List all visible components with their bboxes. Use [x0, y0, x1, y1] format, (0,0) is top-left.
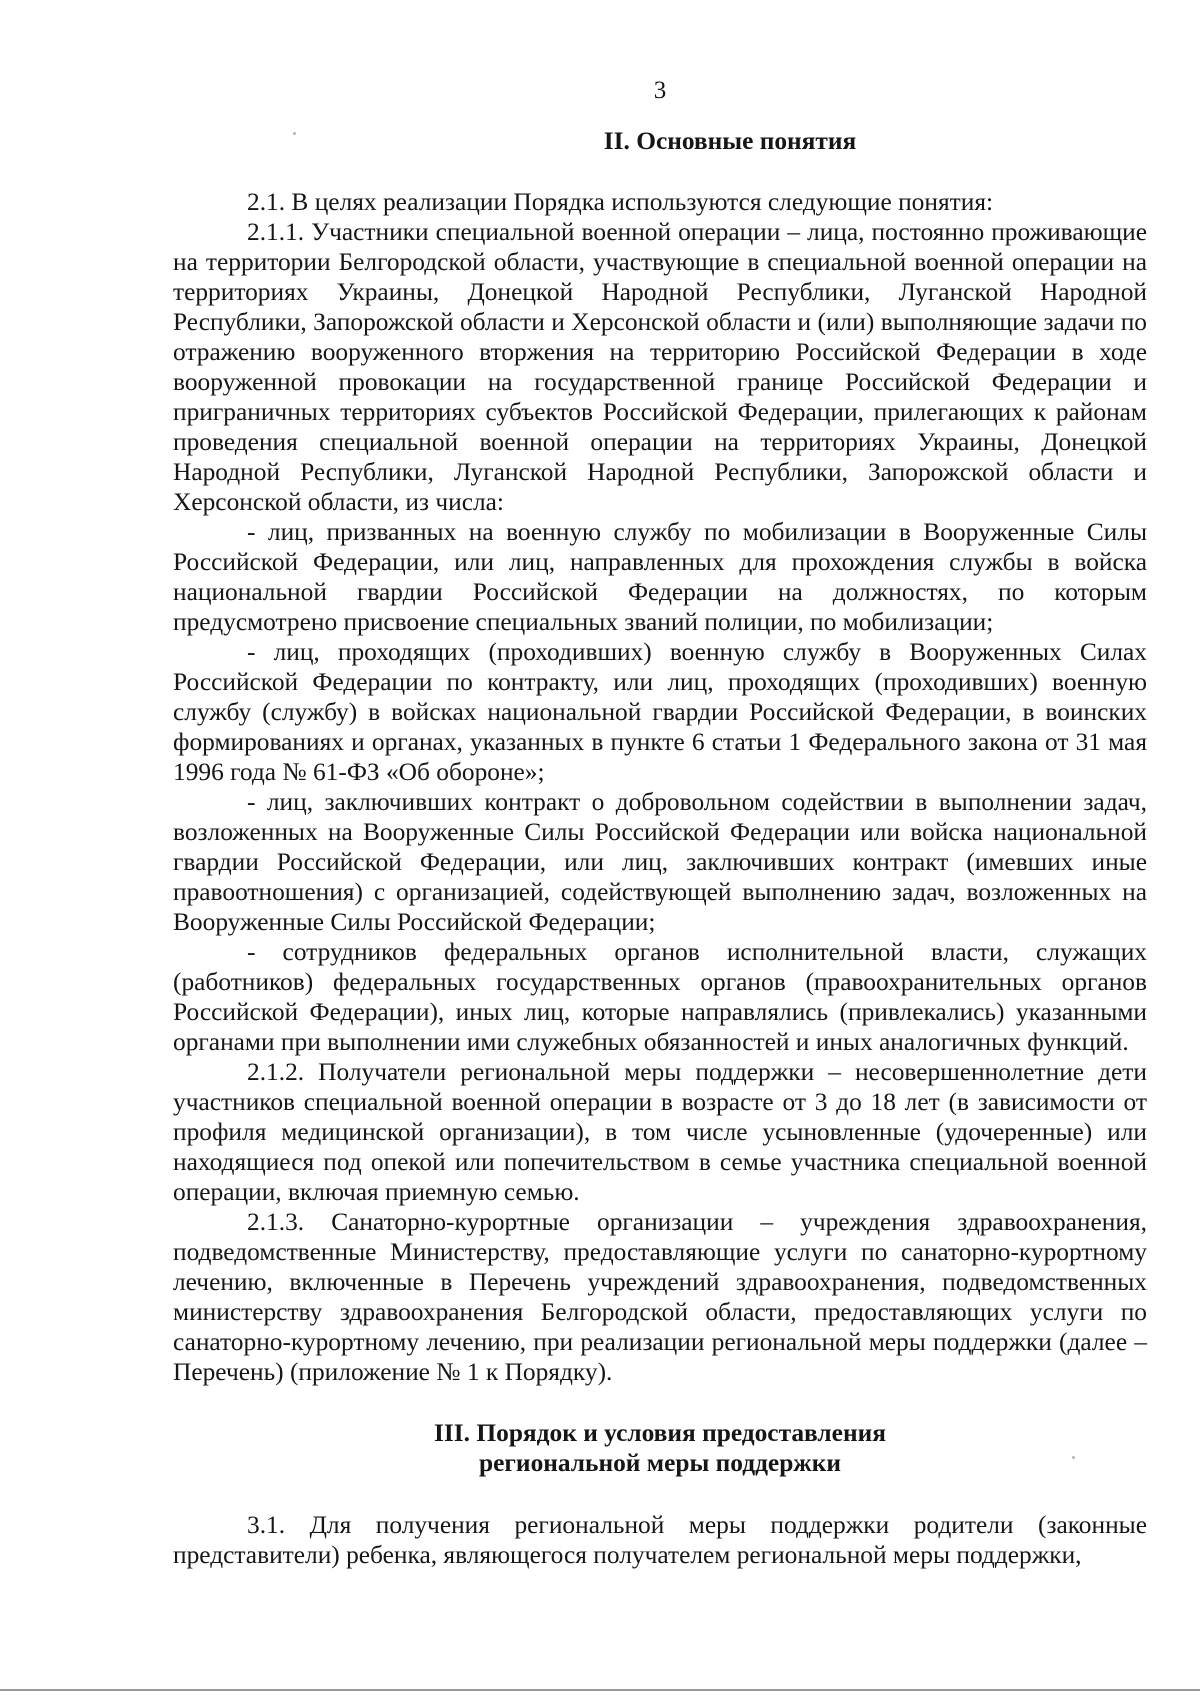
list-item-mobilized: - лиц, призванных на военную службу по мобилизации в Вооруженные Силы Российской Федерации, или лиц, направленных для прохождения службы в войска национальной гвардии Российской Федерации на должностях, по которым предусмотрено присвоение специальных званий полиции, по мобилизации;	[173, 518, 1147, 636]
scan-edge-line	[0, 1689, 1200, 1691]
document-body	[173, 126, 1147, 1570]
list-item-volunteer-contract: - лиц, заключивших контракт о добровольном содействии в выполнении задач, возложенных на Вооруженные Силы Российской Федерации или войска национальной гвардии Российской Федерации, или лиц, заключивших контракт (имевших иные правоотношения) с организацией, содействующей выполнению задач, возложенных на Вооруженные Силы Российской Федерации;	[173, 788, 1147, 936]
list-item-federal-employees: - сотрудников федеральных органов исполнительной власти, служащих (работников) федеральных государственных органов (правоохранительных органов Российской Федерации), иных лиц, которые направлялись (привлекались) указанными органами при выполнении ими служебных обязанностей и иных аналогичных функций.	[173, 938, 1147, 1056]
paragraph-2-1-2: 2.1.2. Получатели региональной меры поддержки – несовершеннолетние дети участников специальной военной операции в возрасте от 3 до 18 лет (в зависимости от профиля медицинской организации), в том числе усыновленные (удочеренные) или находящиеся под опекой или попечительством в семье участника специальной военной операции, включая приемную семью.	[173, 1058, 1147, 1206]
list-item-contract-service: - лиц, проходящих (проходивших) военную службу в Вооруженных Силах Российской Федерации по контракту, или лиц, проходящих (проходивших) военную службу (службу) в войсках национальной гвардии Российской Федерации, в воинских формированиях и органах, указанных в пункте 6 статьи 1 Федерального закона от 31 мая 1996 года № 61-ФЗ «Об обороне»;	[173, 638, 1147, 786]
paragraph-2-1: 2.1. В целях реализации Порядка используются следующие понятия:	[247, 188, 994, 216]
paragraph-2-1-3: 2.1.3. Санаторно-курортные организации – учреждения здравоохранения, подведомственные Министерству, предоставляющие услуги по санаторно-курортному лечению, включенные в Перечень учреждений здравоохранения, подведомственных министерству здравоохранения Белгородской области, предоставляющих услуги по санаторно-курортному лечению, при реализации региональной меры поддержки (далее – Перечень) (приложение № 1 к Порядку).	[173, 1208, 1147, 1386]
page-number: 3	[653, 77, 667, 104]
scan-speck	[293, 132, 296, 135]
paragraph-2-1-1: 2.1.1. Участники специальной военной операции – лица, постоянно проживающие на территории Белгородской области, участвующие в специальной военной операции на территориях Украины, Донецкой Народной Республики, Луганской Народной Республики, Запорожской области и Херсонской области и (или) выполняющие задачи по отражению вооруженного вторжения на территорию Российской Федерации в ходе вооруженной провокации на государственной границе Российской Федерации и приграничных территориях субъектов Российской Федерации, прилегающих к районам проведения специальной военной операции на территориях Украины, Донецкой Народной Республики, Луганской Народной Республики, Запорожской области и Херсонской области, из числа:	[173, 218, 1147, 516]
section-2-heading: II. Основные понятия	[603, 127, 857, 155]
scan-speck	[1072, 1456, 1075, 1459]
section-3-heading-line-1: III. Порядок и условия предоставления	[434, 1419, 886, 1447]
paragraph-3-1: 3.1. Для получения региональной меры поддержки родители (законные представители) ребенка, являющегося получателем региональной меры поддержки,	[173, 1511, 1147, 1569]
section-3-heading-line-2: региональной меры поддержки	[479, 1449, 841, 1477]
section-3-heading	[173, 1418, 1147, 1478]
